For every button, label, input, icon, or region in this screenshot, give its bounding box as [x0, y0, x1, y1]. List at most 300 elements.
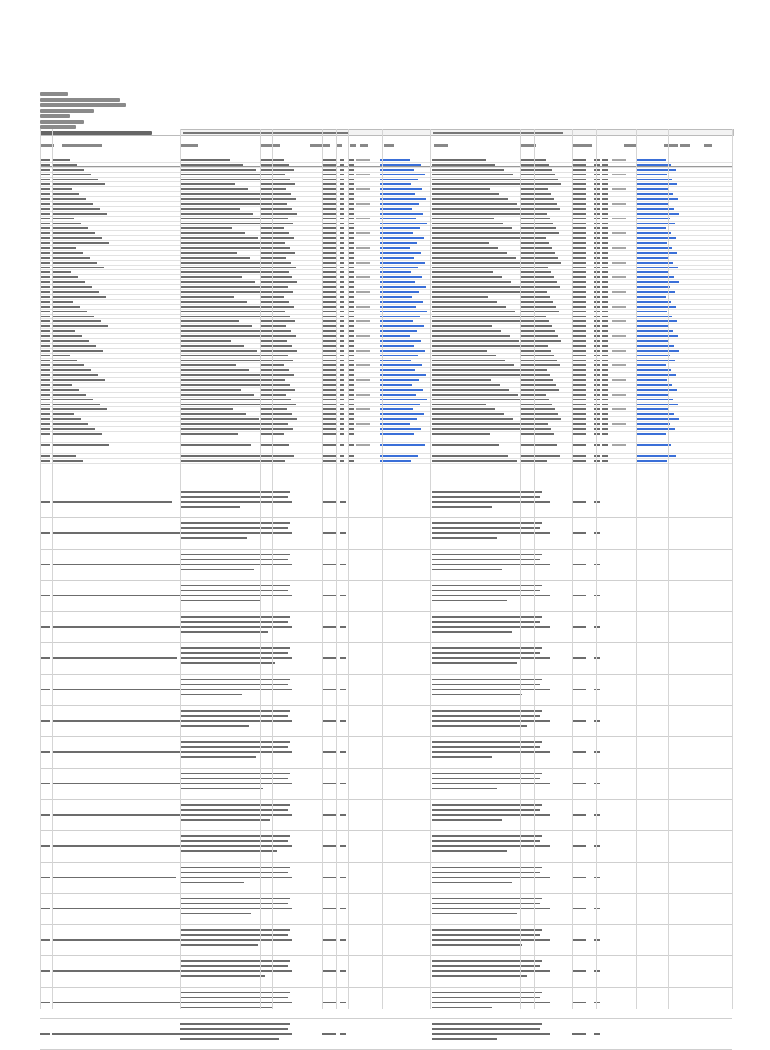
table-cell: [40, 720, 50, 722]
table-cell: [322, 203, 336, 205]
table-cell: [380, 188, 422, 190]
table-cell: [322, 237, 336, 239]
table-cell: [594, 970, 600, 972]
table-cell: [636, 316, 672, 318]
table-cell: [40, 355, 50, 357]
table-cell: [52, 164, 77, 166]
table-cell: [594, 939, 600, 941]
table-cell: [432, 756, 492, 758]
table-cell: [40, 689, 50, 691]
grid-line: [520, 129, 521, 1009]
table-cell: [432, 537, 497, 539]
table-cell: [260, 970, 290, 972]
table-cell: [260, 345, 292, 347]
table-cell: [612, 364, 626, 366]
table-cell: [432, 301, 497, 303]
table-cell: [612, 159, 626, 161]
table-cell: [260, 399, 291, 401]
table-cell: [322, 751, 336, 753]
table-cell: [340, 257, 344, 259]
table-cell: [40, 501, 50, 503]
table-cell: [52, 657, 177, 659]
table-cell: [52, 301, 73, 303]
table-cell: [260, 455, 294, 457]
table-cell: [602, 267, 608, 269]
table-cell: [520, 751, 550, 753]
table-cell: [40, 1002, 50, 1004]
table-cell: [520, 227, 556, 229]
table-cell: [636, 188, 668, 190]
table-cell: [52, 369, 91, 371]
table-cell: [432, 621, 540, 623]
header-cell: [434, 144, 448, 147]
table-cell: [260, 198, 296, 200]
table-cell: [432, 835, 542, 837]
table-cell: [322, 281, 336, 283]
table-cell: [636, 364, 666, 366]
table-cell: [356, 174, 370, 176]
table-cell: [602, 257, 608, 259]
table-cell: [594, 360, 600, 362]
table-cell: [636, 320, 677, 322]
table-cell: [40, 213, 50, 215]
table-cell: [52, 908, 193, 910]
table-cell: [432, 350, 487, 352]
table-cell: [594, 374, 600, 376]
table-row: [40, 459, 732, 464]
table-cell: [636, 252, 677, 254]
table-cell: [52, 404, 100, 406]
table-cell: [636, 183, 677, 185]
table-row: [40, 643, 732, 674]
table-cell: [180, 257, 250, 259]
table-cell: [322, 384, 336, 386]
table-cell: [40, 252, 50, 254]
table-cell: [180, 252, 237, 254]
table-cell: [180, 455, 264, 457]
table-cell: [322, 271, 336, 273]
table-cell: [322, 198, 336, 200]
table-cell: [180, 296, 234, 298]
table-cell: [520, 845, 550, 847]
table-cell: [180, 394, 254, 396]
table-cell: [260, 404, 296, 406]
table-cell: [340, 350, 344, 352]
table-cell: [52, 276, 78, 278]
table-cell: [40, 783, 50, 785]
header-cell: [624, 144, 636, 147]
table-cell: [340, 281, 344, 283]
table-cell: [432, 679, 542, 681]
table-cell: [432, 903, 540, 905]
table-cell: [594, 306, 600, 308]
table-cell: [260, 316, 290, 318]
table-cell: [432, 850, 507, 852]
header-cell: [62, 144, 102, 147]
table-cell: [260, 169, 294, 171]
letterhead-line: [40, 114, 70, 118]
table-cell: [520, 325, 552, 327]
table-cell: [612, 350, 626, 352]
table-cell: [432, 374, 532, 376]
table-cell: [602, 223, 608, 225]
table-cell: [572, 262, 586, 264]
table-cell: [40, 399, 50, 401]
table-cell: [602, 413, 608, 415]
table-cell: [380, 262, 425, 264]
table-cell: [572, 939, 586, 941]
table-cell: [432, 218, 494, 220]
table-cell: [432, 569, 502, 571]
table-cell: [612, 276, 626, 278]
table-cell: [636, 455, 676, 457]
table-cell: [636, 460, 667, 462]
table-cell: [260, 291, 293, 293]
table-cell: [432, 746, 540, 748]
table-cell: [594, 384, 600, 386]
table-cell: [180, 413, 246, 415]
table-cell: [52, 408, 107, 410]
table-cell: [594, 203, 600, 205]
table-cell: [432, 965, 540, 967]
table-cell: [612, 335, 626, 337]
table-cell: [594, 174, 600, 176]
table-cell: [340, 227, 344, 229]
table-cell: [322, 564, 336, 566]
table-cell: [260, 657, 290, 659]
table-cell: [380, 183, 411, 185]
table-cell: [572, 564, 586, 566]
table-body: [40, 158, 732, 464]
table-cell: [380, 306, 416, 308]
table-cell: [572, 159, 586, 161]
table-cell: [340, 267, 344, 269]
table-cell: [322, 242, 336, 244]
table-cell: [180, 600, 261, 602]
table-row: [40, 487, 732, 518]
table-cell: [380, 271, 411, 273]
table-cell: [322, 1033, 336, 1035]
table-cell: [602, 203, 608, 205]
table-cell: [602, 394, 608, 396]
table-cell: [602, 276, 608, 278]
table-cell: [40, 276, 50, 278]
table-cell: [260, 325, 286, 327]
table-cell: [594, 399, 600, 401]
table-cell: [572, 877, 586, 879]
table-cell: [40, 203, 50, 205]
table-cell: [380, 223, 427, 225]
table-cell: [380, 389, 423, 391]
table-cell: [322, 689, 336, 691]
table-cell: [432, 867, 542, 869]
table-cell: [340, 169, 344, 171]
table-cell: [180, 237, 258, 239]
table-cell: [340, 213, 344, 215]
table-cell: [260, 418, 297, 420]
table-cell: [322, 783, 336, 785]
table-cell: [594, 227, 600, 229]
table-cell: [322, 877, 336, 879]
table-cell: [602, 159, 608, 161]
table-cell: [40, 335, 50, 337]
table-cell: [340, 845, 346, 847]
table-cell: [636, 408, 669, 410]
table-cell: [322, 1002, 336, 1004]
table-cell: [260, 501, 290, 503]
table-cell: [180, 1007, 272, 1009]
table-cell: [40, 389, 50, 391]
table-cell: [636, 286, 670, 288]
table-cell: [572, 213, 586, 215]
table-cell: [180, 835, 290, 837]
letterhead-line: [40, 109, 94, 113]
table-cell: [572, 179, 586, 181]
table-cell: [636, 389, 677, 391]
table-cell: [322, 227, 336, 229]
table-cell: [520, 364, 560, 366]
table-cell: [52, 188, 72, 190]
table-cell: [602, 291, 608, 293]
table-cell: [636, 164, 671, 166]
table-cell: [602, 320, 608, 322]
table-cell: [432, 631, 512, 633]
table-cell: [40, 394, 50, 396]
table-cell: [572, 408, 586, 410]
table-cell: [520, 418, 561, 420]
table-cell: [52, 379, 105, 381]
table-cell: [52, 159, 70, 161]
table-cell: [52, 325, 108, 327]
table-cell: [40, 626, 50, 628]
table-cell: [572, 252, 586, 254]
table-cell: [432, 804, 542, 806]
table-cell: [636, 267, 678, 269]
table-cell: [180, 218, 266, 220]
table-cell: [572, 379, 586, 381]
table-cell: [180, 756, 256, 758]
grid-line: [40, 129, 41, 1009]
grid-line: [636, 129, 637, 1009]
table-cell: [432, 335, 510, 337]
table-cell: [594, 281, 600, 283]
table-cell: [340, 296, 344, 298]
grid-line: [180, 129, 181, 1009]
table-cell: [594, 350, 600, 352]
table-cell: [322, 325, 336, 327]
table-cell: [40, 296, 50, 298]
table-cell: [602, 335, 608, 337]
table-cell: [356, 291, 370, 293]
table-cell: [322, 532, 336, 534]
table-cell: [52, 311, 87, 313]
table-cell: [40, 174, 50, 176]
table-row: [40, 831, 732, 862]
table-cell: [340, 159, 344, 161]
header-cell: [360, 144, 368, 147]
table-cell: [180, 913, 251, 915]
table-cell: [636, 296, 666, 298]
table-row: [40, 432, 732, 443]
table-cell: [340, 301, 344, 303]
table-cell: [52, 169, 84, 171]
table-cell: [572, 174, 586, 176]
banner-text: [183, 132, 348, 134]
table-cell: [340, 364, 344, 366]
table-cell: [340, 262, 344, 264]
table-cell: [322, 183, 336, 185]
table-cell: [180, 929, 290, 931]
table-cell: [180, 345, 244, 347]
table-cell: [340, 970, 346, 972]
table-cell: [380, 164, 421, 166]
table-cell: [52, 428, 95, 430]
table-cell: [602, 164, 608, 166]
table-cell: [572, 286, 586, 288]
table-cell: [40, 316, 50, 318]
table-cell: [594, 369, 600, 371]
table-cell: [52, 532, 189, 534]
table-cell: [594, 428, 600, 430]
table-cell: [322, 276, 336, 278]
table-cell: [520, 374, 550, 376]
table-cell: [594, 179, 600, 181]
table-cell: [432, 223, 503, 225]
table-cell: [432, 164, 495, 166]
table-cell: [340, 242, 344, 244]
table-cell: [322, 286, 336, 288]
table-cell: [602, 404, 608, 406]
table-cell: [432, 460, 517, 462]
table-cell: [260, 720, 290, 722]
table-cell: [340, 423, 344, 425]
table-cell: [432, 169, 504, 171]
letterhead-line: [40, 92, 68, 96]
table-cell: [40, 939, 50, 941]
table-cell: [340, 174, 344, 176]
table-cell: [180, 164, 243, 166]
table-cell: [40, 532, 50, 534]
table-cell: [520, 939, 550, 941]
table-cell: [520, 360, 557, 362]
table-cell: [602, 408, 608, 410]
table-cell: [180, 188, 248, 190]
table-cell: [356, 320, 370, 322]
table-cell: [322, 345, 336, 347]
letterhead-title-line: [40, 131, 152, 135]
table-cell: [602, 423, 608, 425]
table-cell: [432, 355, 496, 357]
table-cell: [520, 379, 553, 381]
table-cell: [380, 242, 417, 244]
table-cell: [572, 970, 586, 972]
table-cell: [380, 193, 415, 195]
table-cell: [432, 819, 502, 821]
table-cell: [40, 164, 50, 166]
table-cell: [520, 223, 553, 225]
table-cell: [322, 908, 336, 910]
table-cell: [432, 174, 513, 176]
table-cell: [594, 296, 600, 298]
table-cell: [260, 845, 290, 847]
table-cell: [432, 898, 542, 900]
table-row: [40, 769, 732, 800]
table-cell: [636, 247, 672, 249]
table-cell: [180, 741, 290, 743]
table-cell: [380, 208, 412, 210]
table-cell: [432, 252, 507, 254]
table-cell: [260, 262, 291, 264]
table-cell: [594, 316, 600, 318]
table-cell: [356, 379, 370, 381]
table-cell: [380, 296, 412, 298]
table-cell: [180, 788, 263, 790]
table-cell: [594, 751, 600, 753]
table-cell: [432, 296, 488, 298]
table-cell: [612, 444, 626, 446]
table-cell: [180, 262, 263, 264]
table-cell: [572, 626, 586, 628]
table-cell: [612, 408, 626, 410]
table-cell: [636, 257, 668, 259]
table-cell: [260, 532, 290, 534]
table-cell: [52, 413, 74, 415]
table-cell: [322, 330, 336, 332]
table-cell: [572, 198, 586, 200]
table-cell: [572, 364, 586, 366]
header-cell: [704, 144, 712, 147]
table-cell: [520, 689, 550, 691]
table-cell: [572, 501, 586, 503]
table-cell: [594, 657, 600, 659]
table-cell: [520, 970, 550, 972]
table-cell: [340, 218, 344, 220]
table-cell: [520, 301, 553, 303]
table-cell: [636, 350, 679, 352]
table-cell: [520, 183, 561, 185]
table-cell: [40, 271, 50, 273]
table-cell: [432, 257, 516, 259]
table-cell: [432, 276, 502, 278]
header-cell: [384, 144, 394, 147]
table-cell: [432, 203, 517, 205]
table-cell: [432, 384, 500, 386]
table-cell: [180, 585, 290, 587]
table-cell: [572, 276, 586, 278]
table-cell: [520, 657, 550, 659]
table-cell: [340, 237, 344, 239]
table-cell: [52, 262, 97, 264]
grid-line: [260, 129, 261, 1009]
table-cell: [602, 198, 608, 200]
table-cell: [594, 408, 600, 410]
table-cell: [432, 193, 499, 195]
table-cell: [572, 350, 586, 352]
table-cell: [602, 188, 608, 190]
table-cell: [40, 751, 50, 753]
table-cell: [322, 208, 336, 210]
table-cell: [52, 626, 200, 628]
table-cell: [432, 188, 490, 190]
table-cell: [180, 569, 254, 571]
table-cell: [636, 169, 676, 171]
table-cell: [602, 286, 608, 288]
table-cell: [40, 364, 50, 366]
table-cell: [322, 418, 336, 420]
table-cell: [356, 159, 370, 161]
table-cell: [572, 595, 586, 597]
table-cell: [180, 350, 257, 352]
